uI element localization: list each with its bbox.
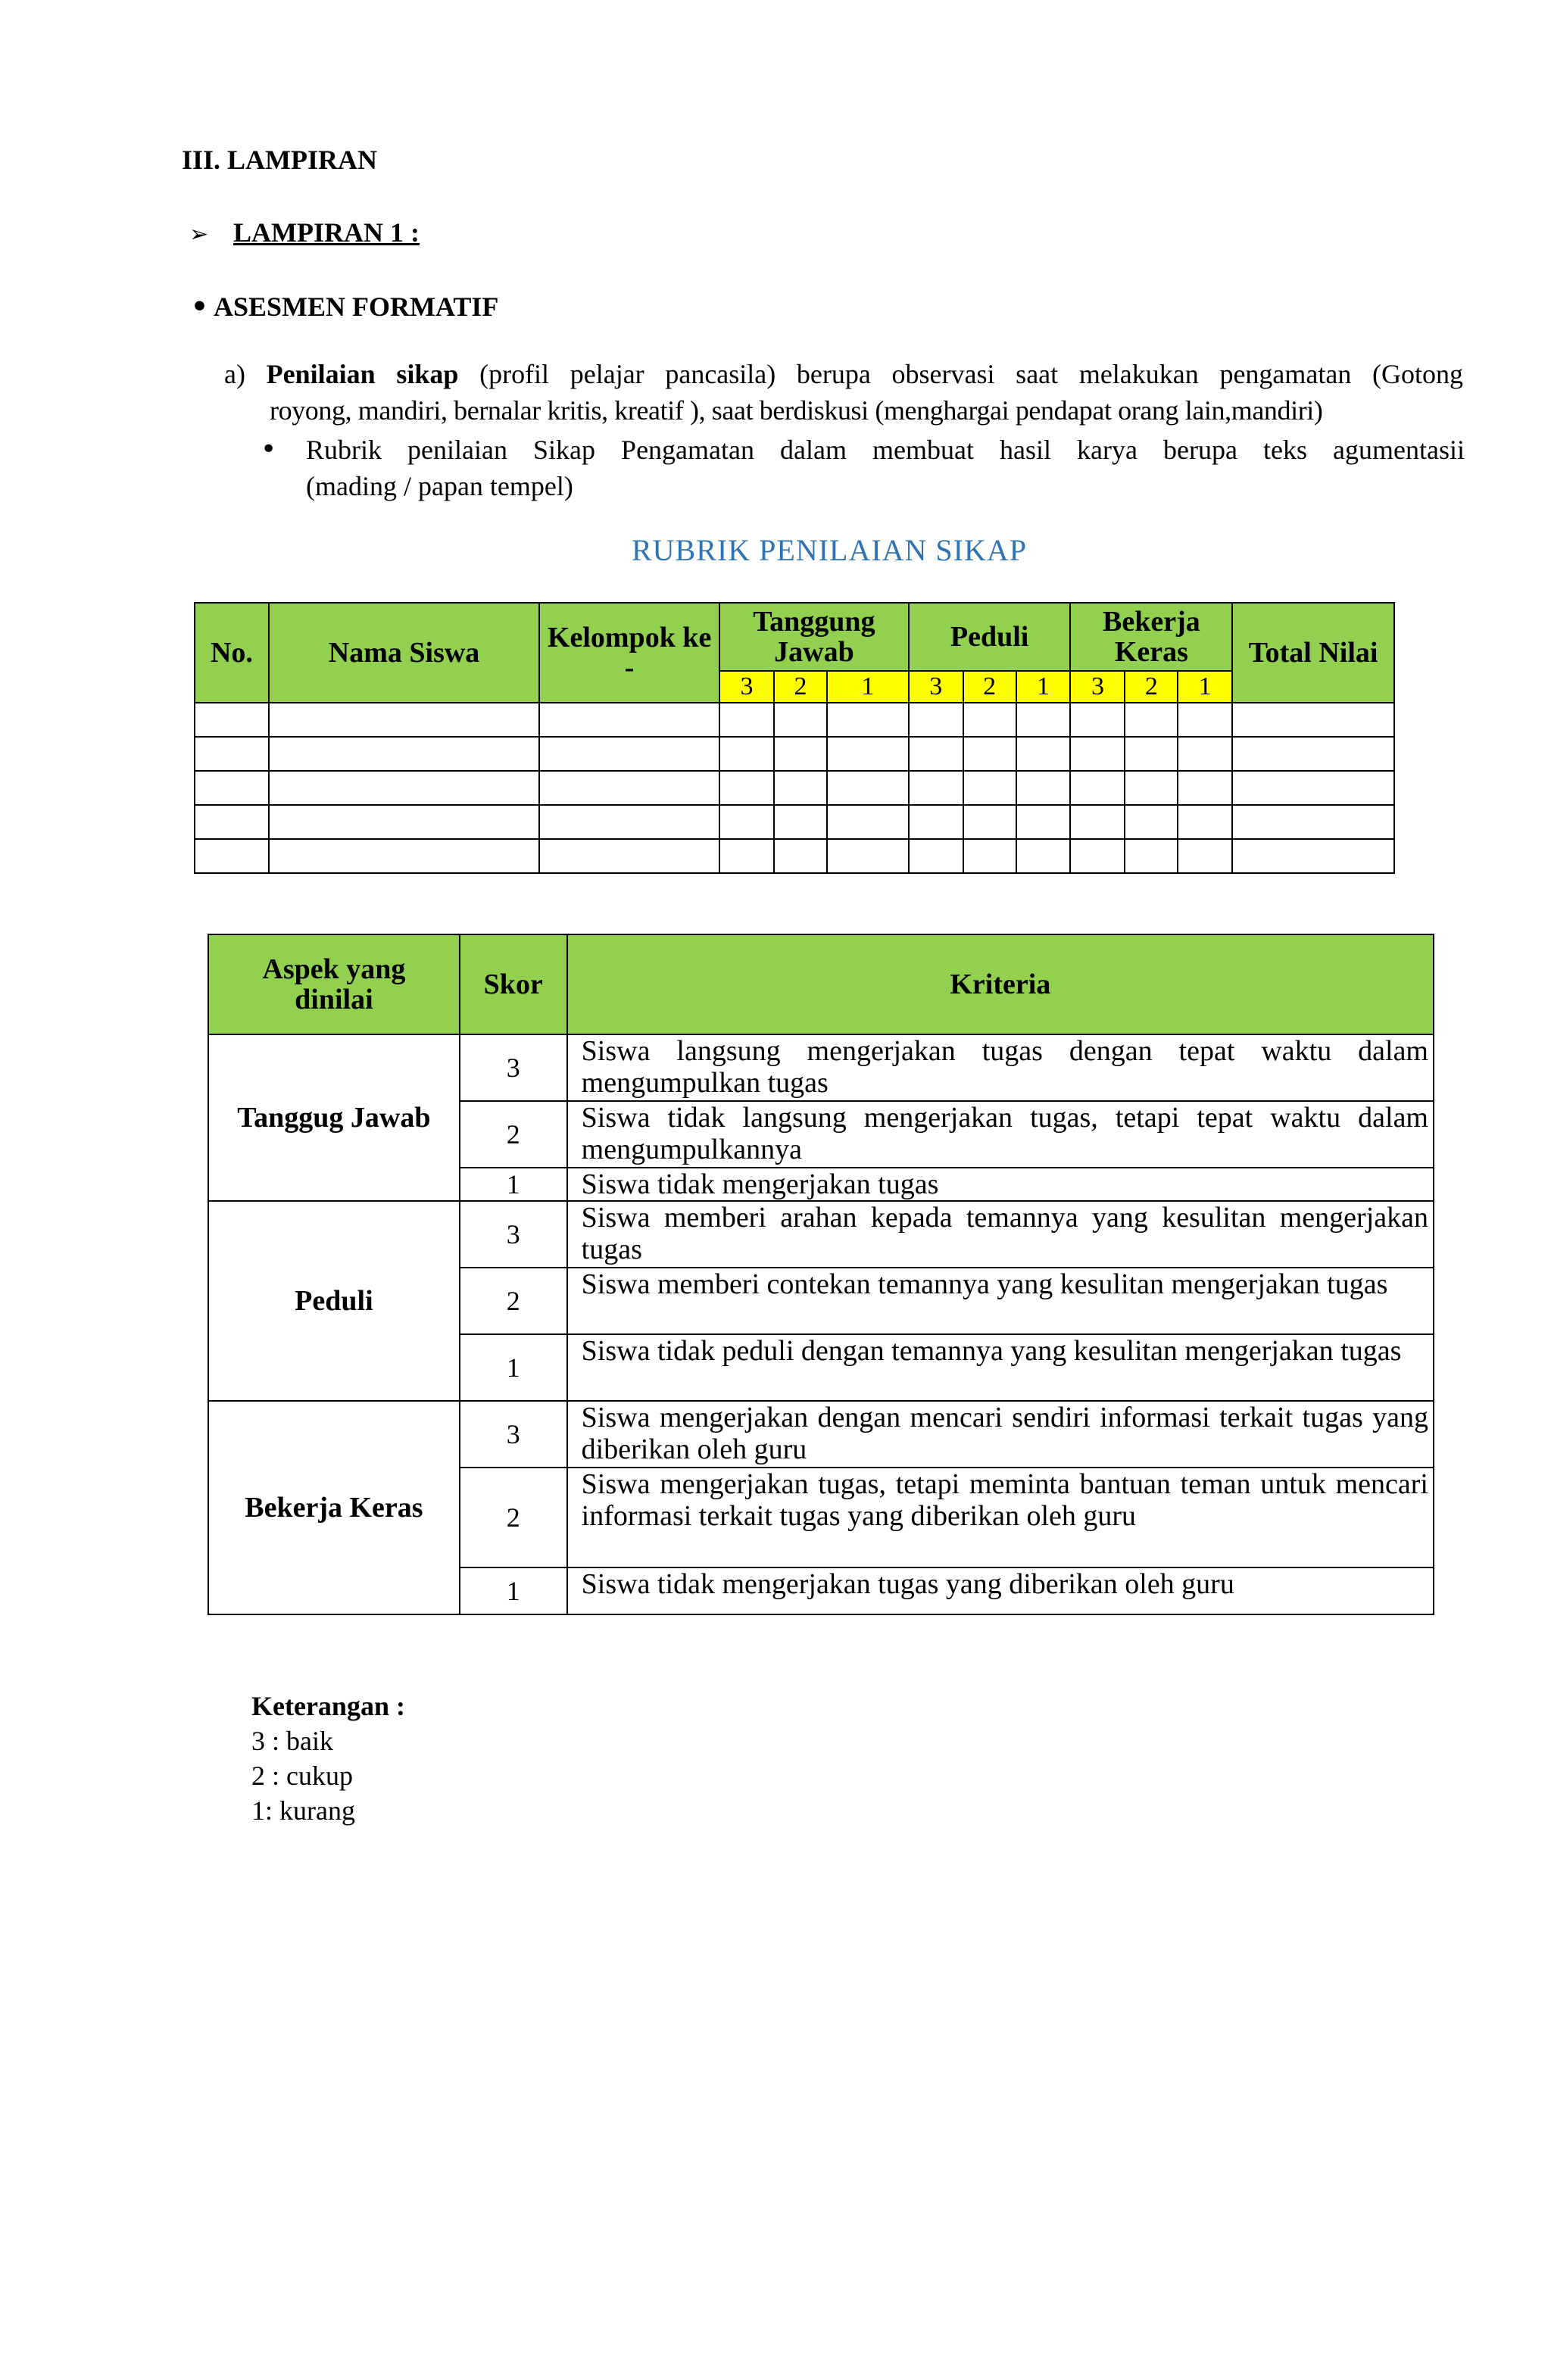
empty-cell <box>1232 771 1394 805</box>
empty-cell <box>774 771 827 805</box>
empty-cell <box>1016 839 1071 873</box>
bullet-line2: (mading / papan tempel) <box>306 471 573 501</box>
arrow-bullet-icon: ➢ <box>189 221 209 248</box>
empty-cell <box>719 737 774 771</box>
header-nama-siswa: Nama Siswa <box>269 603 539 703</box>
empty-cell <box>1016 805 1071 839</box>
empty-cell <box>539 737 719 771</box>
rubrik-table <box>194 602 1395 874</box>
keterangan <box>251 1689 405 1828</box>
table-row <box>195 805 1394 839</box>
aspect-cell: Bekerja Keras <box>208 1401 460 1614</box>
header-aspek: Aspek yang dinilai <box>208 934 460 1034</box>
empty-cell <box>963 703 1016 737</box>
aspect-cell: Tanggug Jawab <box>208 1034 460 1201</box>
empty-cell <box>539 839 719 873</box>
paragraph-a <box>224 356 1463 429</box>
score-cell: 1 <box>1016 671 1071 703</box>
score-cell: 1 <box>1178 671 1232 703</box>
empty-cell <box>827 703 909 737</box>
score-cell: 3 <box>909 671 963 703</box>
empty-cell <box>195 805 269 839</box>
lampiran-label: LAMPIRAN 1 : <box>233 217 420 248</box>
skor-cell: 1 <box>460 1168 567 1201</box>
table-row <box>208 1401 1434 1468</box>
empty-cell <box>719 771 774 805</box>
empty-cell <box>195 839 269 873</box>
empty-cell <box>1232 805 1394 839</box>
table-row <box>195 839 1394 873</box>
rubrik-table-body <box>195 703 1394 873</box>
keterangan-item: 3 : baik <box>251 1726 333 1756</box>
empty-cell <box>1125 771 1178 805</box>
empty-cell <box>963 839 1016 873</box>
table-row <box>208 1201 1434 1268</box>
skor-cell: 3 <box>460 1034 567 1101</box>
kriteria-cell: Siswa memberi arahan kepada temannya yang kesulitan mengerjakan tugas <box>567 1201 1434 1268</box>
paragraph-bold: Penilaian sikap <box>266 359 459 389</box>
table-row <box>195 737 1394 771</box>
empty-cell <box>269 771 539 805</box>
score-cell: 2 <box>1125 671 1178 703</box>
header-no: No. <box>195 603 269 703</box>
keterangan-item: 1: kurang <box>251 1795 355 1826</box>
skor-cell: 3 <box>460 1201 567 1268</box>
empty-cell <box>827 805 909 839</box>
empty-cell <box>909 703 963 737</box>
criteria-table-body <box>208 1034 1434 1614</box>
criteria-table <box>208 934 1434 1615</box>
paragraph-line1: (profil pelajar pancasila) berupa observasi saat melakukan pengamatan (Gotong <box>479 359 1464 389</box>
empty-cell <box>909 737 963 771</box>
skor-cell: 1 <box>460 1334 567 1401</box>
header-bekerja-keras: Bekerja Keras <box>1070 603 1232 671</box>
empty-cell <box>909 839 963 873</box>
empty-cell <box>1125 737 1178 771</box>
empty-cell <box>1016 703 1071 737</box>
kriteria-cell: Siswa tidak mengerjakan tugas yang diberikan oleh guru <box>567 1567 1434 1614</box>
empty-cell <box>269 805 539 839</box>
header-tanggung-jawab: Tanggung Jawab <box>719 603 909 671</box>
kriteria-cell: Siswa tidak mengerjakan tugas <box>567 1168 1434 1201</box>
skor-cell: 2 <box>460 1101 567 1168</box>
empty-cell <box>1070 805 1125 839</box>
empty-cell <box>269 703 539 737</box>
empty-cell <box>1070 839 1125 873</box>
empty-cell <box>909 771 963 805</box>
empty-cell <box>1125 839 1178 873</box>
rubrik-bullet-item <box>261 432 1465 504</box>
empty-cell <box>195 737 269 771</box>
empty-cell <box>1016 737 1071 771</box>
empty-cell <box>1125 805 1178 839</box>
empty-cell <box>827 771 909 805</box>
empty-cell <box>1070 737 1125 771</box>
empty-cell <box>774 737 827 771</box>
score-cell: 3 <box>1070 671 1125 703</box>
keterangan-title: Keterangan : <box>251 1691 405 1721</box>
header-kriteria: Kriteria <box>567 934 1434 1034</box>
empty-cell <box>539 805 719 839</box>
empty-cell <box>1125 703 1178 737</box>
section-heading: III. LAMPIRAN <box>182 145 378 175</box>
empty-cell <box>963 771 1016 805</box>
empty-cell <box>1232 737 1394 771</box>
empty-cell <box>1178 771 1232 805</box>
aspect-cell: Peduli <box>208 1201 460 1401</box>
table-row <box>195 771 1394 805</box>
paragraph-line2: royong, mandiri, bernalar kritis, kreatif ), saat berdiskusi (menghargai pendapat orang lain,mandiri) <box>270 395 1323 426</box>
empty-cell <box>1232 703 1394 737</box>
empty-cell <box>1178 737 1232 771</box>
keterangan-item: 2 : cukup <box>251 1761 353 1791</box>
score-cell: 2 <box>963 671 1016 703</box>
empty-cell <box>1178 703 1232 737</box>
table-row <box>208 1034 1434 1101</box>
kriteria-cell: Siswa langsung mengerjakan tugas dengan tepat waktu dalam mengumpulkan tugas <box>567 1034 1434 1101</box>
asesmen-heading <box>191 291 498 323</box>
bullet-icon: • <box>261 434 277 465</box>
asesmen-label: ASESMEN FORMATIF <box>214 292 499 322</box>
empty-cell <box>1232 839 1394 873</box>
empty-cell <box>269 839 539 873</box>
empty-cell <box>774 839 827 873</box>
empty-cell <box>539 703 719 737</box>
skor-cell: 2 <box>460 1468 567 1567</box>
header-kelompok: Kelompok ke - <box>539 603 719 703</box>
empty-cell <box>1070 703 1125 737</box>
kriteria-cell: Siswa tidak langsung mengerjakan tugas, tetapi tepat waktu dalam mengumpulkannya <box>567 1101 1434 1168</box>
empty-cell <box>719 805 774 839</box>
table-row <box>195 703 1394 737</box>
bullet-icon: • <box>191 292 209 323</box>
empty-cell <box>774 805 827 839</box>
bullet-line1: Rubrik penilaian Sikap Pengamatan dalam membuat hasil karya berupa teks agumentasii <box>306 435 1465 465</box>
empty-cell <box>719 839 774 873</box>
empty-cell <box>539 771 719 805</box>
empty-cell <box>774 703 827 737</box>
empty-cell <box>1178 805 1232 839</box>
empty-cell <box>963 737 1016 771</box>
rubrik-title: RUBRIK PENILAIAN SIKAP <box>631 533 1028 567</box>
empty-cell <box>719 703 774 737</box>
kriteria-cell: Siswa mengerjakan dengan mencari sendiri informasi terkait tugas yang diberikan oleh guru <box>567 1401 1434 1468</box>
kriteria-cell: Siswa tidak peduli dengan temannya yang kesulitan mengerjakan tugas <box>567 1334 1434 1401</box>
empty-cell <box>909 805 963 839</box>
kriteria-cell: Siswa mengerjakan tugas, tetapi meminta bantuan teman untuk mencari informasi terkait tugas yang diberikan oleh guru <box>567 1468 1434 1567</box>
empty-cell <box>1070 771 1125 805</box>
header-skor: Skor <box>460 934 567 1034</box>
skor-cell: 2 <box>460 1268 567 1334</box>
empty-cell <box>827 839 909 873</box>
score-cell: 1 <box>827 671 909 703</box>
kriteria-cell: Siswa memberi contekan temannya yang kesulitan mengerjakan tugas <box>567 1268 1434 1334</box>
empty-cell <box>195 703 269 737</box>
header-total-nilai: Total Nilai <box>1232 603 1394 703</box>
empty-cell <box>1178 839 1232 873</box>
lampiran-heading <box>189 217 420 248</box>
empty-cell <box>963 805 1016 839</box>
empty-cell <box>195 771 269 805</box>
skor-cell: 1 <box>460 1567 567 1614</box>
score-cell: 3 <box>719 671 774 703</box>
header-peduli: Peduli <box>909 603 1071 671</box>
score-cell: 2 <box>774 671 827 703</box>
empty-cell <box>1016 771 1071 805</box>
paragraph-marker: a) <box>224 359 245 389</box>
skor-cell: 3 <box>460 1401 567 1468</box>
empty-cell <box>269 737 539 771</box>
empty-cell <box>827 737 909 771</box>
